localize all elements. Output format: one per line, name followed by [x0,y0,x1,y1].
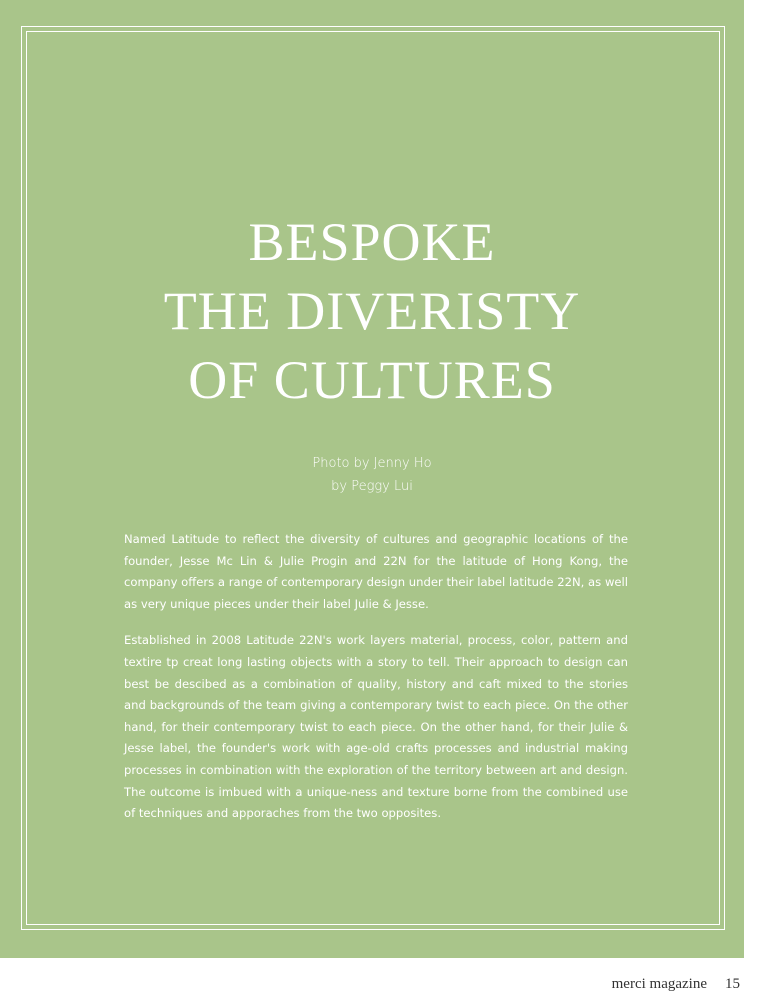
author-credit: by Peggy Lui [331,479,413,494]
paragraph-1: Named Latitude to reflect the diversity of cultures and geographic locations of the founder, Jesse Mc Lin & Julie Progin and 22N for the latitude of Hong Kong, the company offers a range of contemporary design under their label latitude 22N, as well as very unique pieces under their label Julie & Jesse. [124,532,628,611]
paragraph-2: Established in 2008 Latitude 22N's work layers material, process, color, pattern and textire tp creat long lasting objects with a story to tell. Their approach to design can best be descibed as a combination of quality, history and caft mixed to the stories and backgrounds of the team giving a contemporary twist to each piece. On the other hand, for their contemporary twist to each piece. On the other hand, for their Julie & Jesse label, the founder's work with age-old crafts processes and industrial making processes in combination with the exploration of the territory between art and design. The outcome is imbued with a unique-ness and texture borne from the combined use of techniques and apporaches from the two opposites. [124,633,628,821]
magazine-name: merci magazine [611,976,707,992]
page-footer [612,976,740,993]
title-line-1: BESPOKE [248,212,496,272]
photo-credit: Photo by Jenny Ho [312,456,432,471]
credits [0,452,744,498]
page-number: 15 [725,976,740,992]
title-line-3: OF CULTURES [188,350,556,410]
article-title [0,208,744,415]
article-body [124,529,628,840]
title-line-2: THE DIVERISTY [163,281,581,341]
